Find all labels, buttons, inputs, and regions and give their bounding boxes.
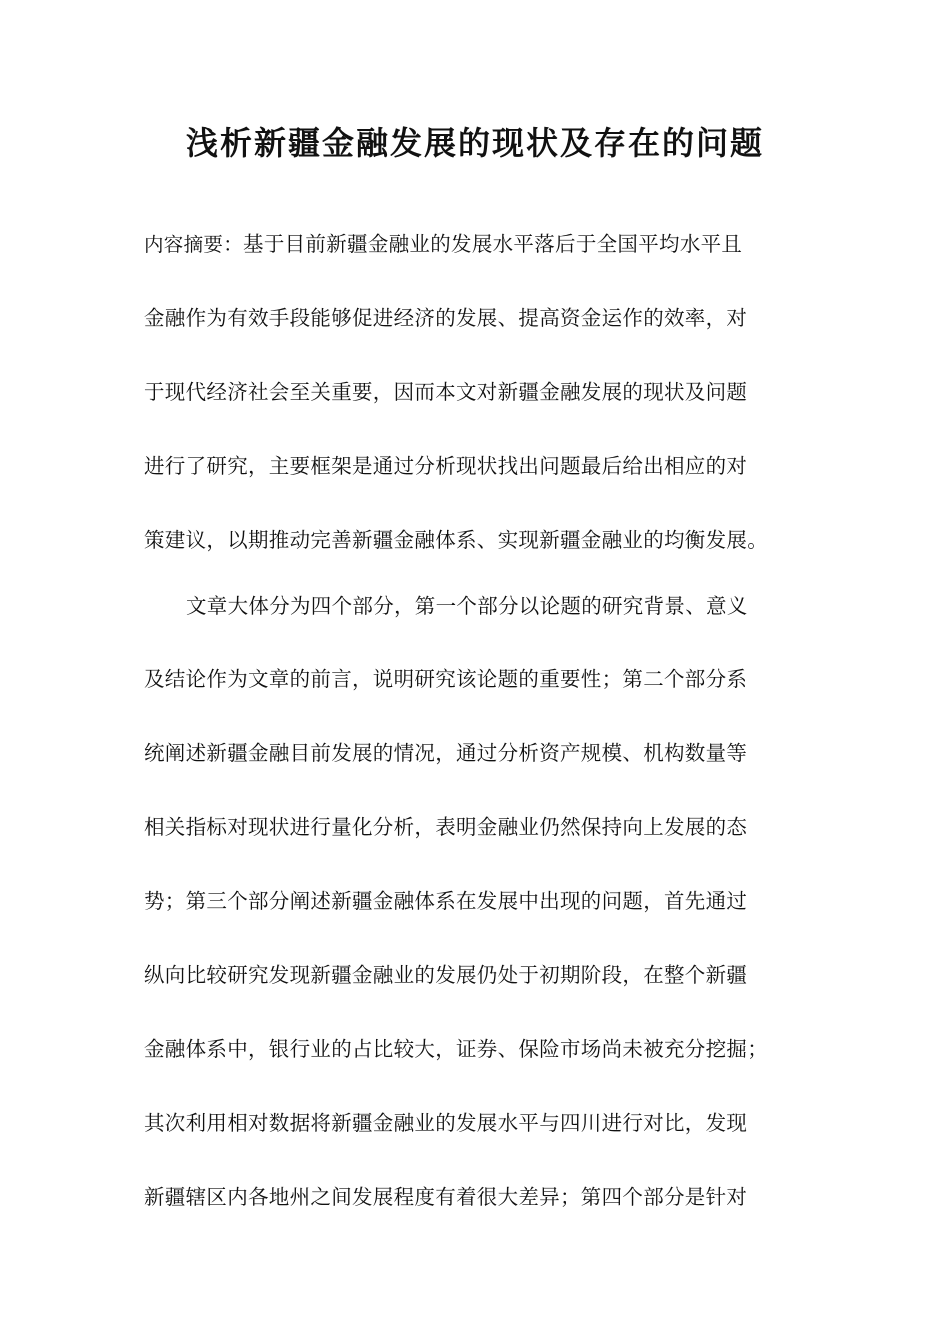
abstract-text: 基于目前新疆金融业的发展水平落后于全国平均水平且 <box>243 232 743 256</box>
body-paragraph-line-9: 新疆辖区内各地州之间发展程度有着很大差异；第四个部分是针对 <box>144 1185 748 1209</box>
body-paragraph-line-8: 其次利用相对数据将新疆金融业的发展水平与四川进行对比，发现 <box>144 1111 748 1135</box>
abstract-line-3: 于现代经济社会至关重要，因而本文对新疆金融发展的现状及问题 <box>144 380 748 404</box>
abstract-line-2: 金融作为有效手段能够促进经济的发展、提高资金运作的效率，对 <box>144 306 748 330</box>
body-paragraph-line-6: 纵向比较研究发现新疆金融业的发展仍处于初期阶段，在整个新疆 <box>144 963 748 987</box>
body-paragraph-line-1: 文章大体分为四个部分，第一个部分以论题的研究背景、意义 <box>186 594 748 618</box>
abstract-line-5: 策建议，以期推动完善新疆金融体系、实现新疆金融业的均衡发展。 <box>144 528 768 552</box>
body-paragraph-line-7: 金融体系中，银行业的占比较大，证券、保险市场尚未被充分挖掘； <box>144 1037 768 1061</box>
abstract-line-4: 进行了研究，主要框架是通过分析现状找出问题最后给出相应的对 <box>144 454 748 478</box>
abstract-label: 内容摘要： <box>144 233 244 256</box>
document-title: 浅析新疆金融发展的现状及存在的问题 <box>185 124 764 162</box>
abstract-line-1 <box>144 224 814 264</box>
body-paragraph-line-3: 统阐述新疆金融目前发展的情况，通过分析资产规模、机构数量等 <box>144 741 748 765</box>
body-paragraph-line-4: 相关指标对现状进行量化分析，表明金融业仍然保持向上发展的态 <box>144 815 748 839</box>
body-paragraph-line-2: 及结论作为文章的前言，说明研究该论题的重要性；第二个部分系 <box>144 667 748 691</box>
body-paragraph-line-5: 势；第三个部分阐述新疆金融体系在发展中出现的问题，首先通过 <box>144 889 748 913</box>
